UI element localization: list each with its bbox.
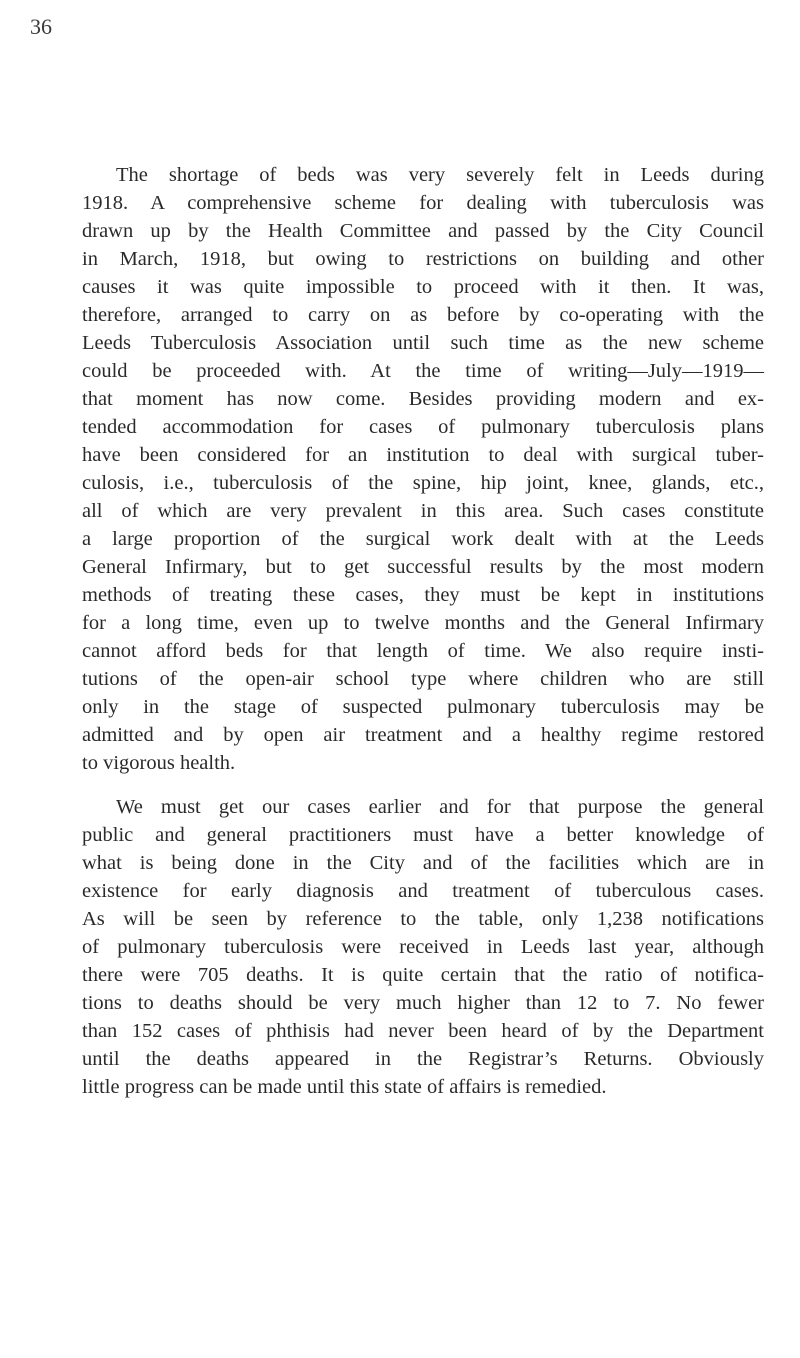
paragraph-gap	[82, 777, 764, 793]
text-line: only in the stage of suspected pulmonary tuberculosis may be	[82, 696, 764, 718]
text-line: methods of treating these cases, they must be kept in institutions	[82, 584, 764, 606]
paragraph-2	[82, 793, 764, 1101]
text-line: until the deaths appeared in the Registrar’s Returns. Obviously	[82, 1048, 764, 1070]
text-line: there were 705 deaths. It is quite certain that the ratio of notifica-	[82, 964, 764, 986]
text-line: to vigorous health.	[82, 752, 236, 774]
text-line: in March, 1918, but owing to restrictions on building and other	[82, 248, 764, 270]
text-line: We must get our cases earlier and for that purpose the general	[116, 796, 764, 818]
body-text	[82, 161, 764, 1101]
text-line: causes it was quite impossible to proceed with it then. It was,	[82, 276, 764, 298]
text-line: a large proportion of the surgical work dealt with at the Leeds	[82, 528, 764, 550]
text-line: all of which are very prevalent in this area. Such cases constitute	[82, 500, 764, 522]
text-line: tutions of the open-air school type where children who are still	[82, 668, 764, 690]
text-line: tions to deaths should be very much higher than 12 to 7. No fewer	[82, 992, 764, 1014]
text-line: of pulmonary tuberculosis were received in Leeds last year, although	[82, 936, 764, 958]
text-line: little progress can be made until this state of affairs is remedied.	[82, 1076, 607, 1098]
text-line: General Infirmary, but to get successful results by the most modern	[82, 556, 764, 578]
text-line: admitted and by open air treatment and a healthy regime restored	[82, 724, 764, 746]
text-line: tended accommodation for cases of pulmonary tuberculosis plans	[82, 416, 764, 438]
text-line: The shortage of beds was very severely felt in Leeds during	[116, 164, 764, 186]
text-line: cannot afford beds for that length of time. We also require insti-	[82, 640, 764, 662]
page-number: 36	[30, 14, 52, 39]
text-line: than 152 cases of phthisis had never been heard of by the Department	[82, 1020, 764, 1042]
paragraph-1	[82, 161, 764, 777]
text-line: therefore, arranged to carry on as before by co-operating with the	[82, 304, 764, 326]
text-line: drawn up by the Health Committee and passed by the City Council	[82, 220, 764, 242]
text-line: have been considered for an institution to deal with surgical tuber-	[82, 444, 764, 466]
text-line: As will be seen by reference to the table, only 1,238 notifications	[82, 908, 764, 930]
text-line: existence for early diagnosis and treatment of tuberculous cases.	[82, 880, 764, 902]
text-line: could be proceeded with. At the time of writing—July—1919—	[82, 360, 764, 382]
text-line: public and general practitioners must have a better knowledge of	[82, 824, 764, 846]
text-line: for a long time, even up to twelve months and the General Infirmary	[82, 612, 764, 634]
text-line: culosis, i.e., tuberculosis of the spine, hip joint, knee, glands, etc.,	[82, 472, 764, 494]
text-line: Leeds Tuberculosis Association until such time as the new scheme	[82, 332, 764, 354]
text-line: what is being done in the City and of the facilities which are in	[82, 852, 764, 874]
text-line: 1918. A comprehensive scheme for dealing with tuberculosis was	[82, 192, 764, 214]
text-line: that moment has now come. Besides providing modern and ex-	[82, 388, 764, 410]
